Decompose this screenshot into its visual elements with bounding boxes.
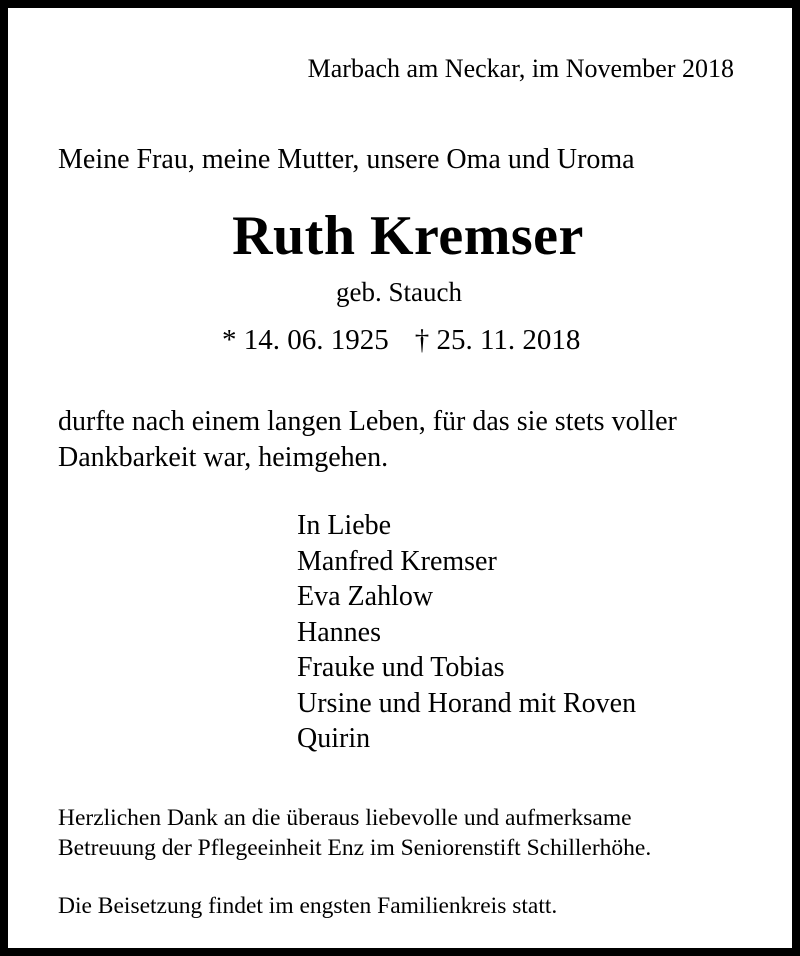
mourners-line: Quirin	[297, 723, 371, 754]
mourners-line: In Liebe	[297, 510, 392, 541]
mourners-line: Manfred Kremser	[297, 545, 497, 577]
thanks-line: Betreuung der Pflegeeinheit Enz im Seniorenstift Schillerhöhe.	[58, 835, 652, 861]
death-date: † 25. 11. 2018	[414, 324, 581, 356]
thanks-line: Herzlichen Dank an die überaus liebevolle und aufmerksame	[58, 805, 632, 831]
intro-line: Meine Frau, meine Mutter, unsere Oma und Uroma	[58, 144, 635, 175]
deceased-name: Ruth Kremser	[232, 205, 584, 267]
farewell-line: durfte nach einem langen Leben, für das sie stets voller	[58, 406, 677, 437]
farewell-text	[58, 404, 677, 476]
mourners-list	[297, 508, 636, 757]
burial-note: Die Beisetzung findet im engsten Familienkreis statt.	[58, 893, 558, 919]
mourners-line: Eva Zahlow	[297, 581, 434, 612]
mourners-line: Hannes	[297, 616, 381, 648]
birth-date: * 14. 06. 1925	[222, 324, 389, 356]
mourners-line: Ursine und Horand mit Roven	[297, 687, 637, 719]
thanks-text	[58, 803, 651, 863]
farewell-line: Dankbarkeit war, heimgehen.	[58, 442, 389, 473]
birth-name: geb. Stauch	[336, 277, 462, 307]
mourners-line: Frauke und Tobias	[297, 652, 505, 683]
dateline: Marbach am Neckar, im November 2018	[307, 54, 734, 83]
life-dates	[222, 326, 580, 355]
